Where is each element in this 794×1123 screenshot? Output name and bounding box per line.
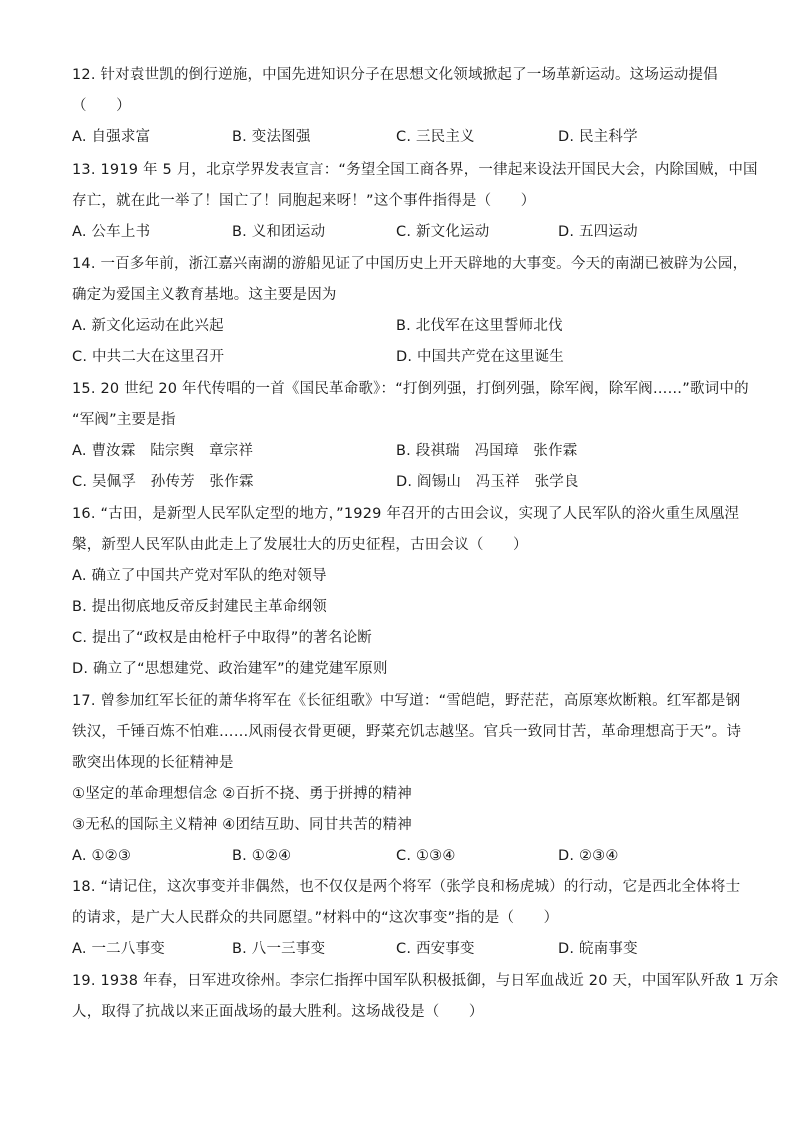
option-a: A. ①②③	[72, 848, 132, 864]
question-stem-line: 12. 针对袁世凯的倒行逆施，中国先进知识分子在思想文化领域掀起了一场革新运动。这场运动提倡	[72, 67, 718, 83]
option-b: B. 提出彻底地反帝反封建民主革命纲领	[72, 599, 327, 615]
question-14	[72, 249, 748, 373]
option-a: A. 公车上书	[72, 224, 151, 240]
question-stem-line: 歌突出体现的长征精神是	[72, 755, 234, 771]
question-13	[72, 155, 758, 248]
option-d: D. 确立了“思想建党、政治建军”的建党建军原则	[72, 661, 388, 677]
question-stem-line: 15. 20 世纪 20 年代传唱的一首《国民革命歌》：“打倒列强，打倒列强，除军阀，除军阀……”歌词中的	[72, 381, 749, 397]
question-stem-line: 17. 曾参加红军长征的萧华将军在《长征组歌》中写道：“雪皑皑，野茫茫，高原寒炊断粮。红军都是钢	[72, 693, 741, 709]
option-d: D. 民主科学	[558, 129, 638, 145]
options-row	[72, 436, 722, 467]
question-17	[72, 686, 742, 872]
question-stem-line: ①坚定的革命理想信念 ②百折不挠、勇于拼搏的精神	[72, 786, 412, 802]
option-c: C. 中共二大在这里召开	[72, 349, 225, 365]
option-d: D. ②③④	[558, 848, 619, 864]
option-a: A. 曹汝霖 陆宗舆 章宗祥	[72, 443, 254, 459]
question-stem-line: （ ）	[72, 98, 131, 114]
question-stem-line: 槃，新型人民军队由此走上了发展壮大的历史征程，古田会议（ ）	[72, 537, 528, 553]
options-row	[72, 122, 722, 153]
question-stem-line: 14. 一百多年前，浙江嘉兴南湖的游船见证了中国历史上开天辟地的大事变。今天的南湖已被辟为公园，	[72, 256, 748, 272]
question-stem-line: 确定为爱国主义教育基地。这主要是因为	[72, 287, 337, 303]
option-b: B. ①②④	[232, 848, 292, 864]
question-stem-line: 人，取得了抗战以来正面战场的最大胜利。这场战役是（ ）	[72, 1004, 484, 1020]
option-d: D. 五四运动	[558, 224, 638, 240]
question-stem-line: ③无私的国际主义精神 ④团结互助、同甘共苦的精神	[72, 817, 412, 833]
option-a: A. 自强求富	[72, 129, 151, 145]
question-stem-line: “军阀”主要是指	[72, 412, 176, 428]
option-b: B. 变法图强	[232, 129, 311, 145]
question-18	[72, 872, 741, 965]
options-row	[72, 841, 722, 872]
options-row	[72, 467, 722, 498]
options-row	[72, 342, 722, 373]
option-c: C. 三民主义	[396, 129, 475, 145]
question-12	[72, 60, 722, 153]
question-stem-line: 13. 1919 年 5 月，北京学界发表宣言：“务望全国工商各界，一律起来设法开国民大会，内除国贼，中国	[72, 162, 758, 178]
options-row	[72, 311, 722, 342]
question-stem-line: 16. “古田，是新型人民军队定型的地方，”1929 年召开的古田会议，实现了人民军队的浴火重生凤凰涅	[72, 506, 740, 522]
option-b: B. 八一三事变	[232, 941, 326, 957]
options-row	[72, 217, 722, 248]
question-stem-line: 19. 1938 年春，日军进攻徐州。李宗仁指挥中国军队积极抵御，与日军血战近 20 天，中国军队歼敌 1 万余	[72, 973, 779, 989]
option-d: D. 皖南事变	[558, 941, 638, 957]
question-stem-line: 存亡，就在此一举了！国亡了！同胞起来呀！”这个事件指得是（ ）	[72, 193, 536, 209]
question-stem-line: 铁汉，千锤百炼不怕难……风雨侵衣骨更硬，野菜充饥志越坚。官兵一致同甘苦，革命理想高于天”。诗	[72, 724, 742, 740]
option-c: C. 新文化运动	[396, 224, 490, 240]
option-a: A. 一二八事变	[72, 941, 165, 957]
option-b: B. 段祺瑞 冯国璋 张作霖	[396, 443, 578, 459]
question-stem-line: 的请求，是广大人民群众的共同愿望。”材料中的“这次事变”指的是（ ）	[72, 910, 559, 926]
option-c: C. 提出了“政权是由枪杆子中取得”的著名论断	[72, 630, 372, 646]
option-a: A. 确立了中国共产党对军队的绝对领导	[72, 568, 327, 584]
options-row	[72, 934, 722, 965]
question-16	[72, 499, 740, 685]
option-d: D. 中国共产党在这里诞生	[396, 349, 564, 365]
option-b: B. 北伐军在这里誓师北伐	[396, 318, 563, 334]
option-c: C. 吴佩孚 孙传芳 张作霖	[72, 474, 254, 490]
option-b: B. 义和团运动	[232, 224, 326, 240]
option-c: C. 西安事变	[396, 941, 475, 957]
question-15	[72, 374, 749, 498]
option-d: D. 阎锡山 冯玉祥 张学良	[396, 474, 579, 490]
question-19	[72, 966, 779, 1028]
question-stem-line: 18. “请记住，这次事变并非偶然，也不仅仅是两个将军（张学良和杨虎城）的行动，它是西北全体将士	[72, 879, 741, 895]
option-a: A. 新文化运动在此兴起	[72, 318, 224, 334]
option-c: C. ①③④	[396, 848, 456, 864]
